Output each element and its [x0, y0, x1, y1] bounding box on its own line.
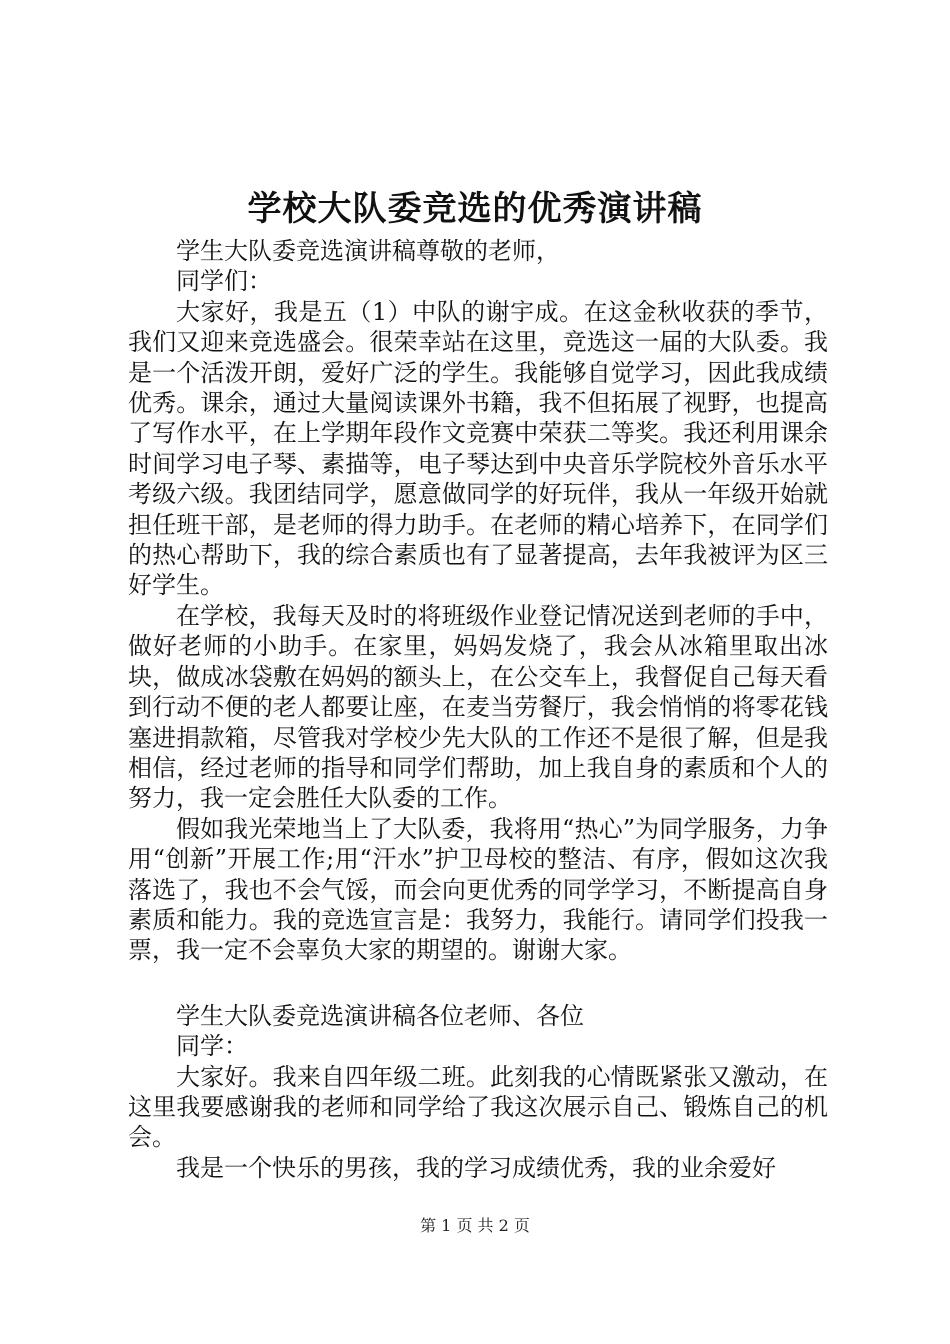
speech1-salutation: 同学们：	[176, 267, 272, 296]
speech1-paragraph-2: 在学校，我每天及时的将班级作业登记情况送到老师的手中，做好老师的小助手。在家里，妈妈发烧了，我会从冰箱里取出冰块，做成冰袋敷在妈妈的额头上，在公交车上，我督促自己每天看到行动不便的老人都要让座，在麦当劳餐厅，我会悄悄的将零花钱塞进捐款箱，尽管我对学校少先大队的工作还不是很了解，但是我相信，经过老师的指导和同学们帮助，加上我自身的素质和个人的努力，我一定会胜任大队委的工作。	[128, 601, 828, 813]
document-body	[128, 236, 828, 1183]
speech2-paragraph-2: 我是一个快乐的男孩，我的学习成绩优秀，我的业余爱好	[176, 1153, 776, 1182]
document-title: 学校大队委竞选的优秀演讲稿	[247, 189, 703, 229]
speech2-salutation: 同学：	[176, 1032, 248, 1061]
speech1-intro: 学生大队委竞选演讲稿尊敬的老师，	[176, 237, 560, 265]
speech2-paragraph-1: 大家好。我来自四年级二班。此刻我的心情既紧张又激动，在这里我要感谢我的老师和同学给了我这次展示自己、锻炼自己的机会。	[128, 1062, 828, 1152]
speech1-paragraph-1: 大家好，我是五（1）中队的谢宇成。在这金秋收获的季节，我们又迎来竞选盛会。很荣幸站在这里，竞选这一届的大队委。我是一个活泼开朗，爱好广泛的学生。我能够自觉学习，因此我成绩优秀。课余，通过大量阅读课外书籍，我不但拓展了视野，也提高了写作水平，在上学期年段作文竞赛中荣获二等奖。我还利用课余时间学习电子琴、素描等，电子琴达到中央音乐学院校外音乐水平考级六级。我团结同学，愿意做同学的好玩伴，我从一年级开始就担任班干部，是老师的得力助手。在老师的精心培养下，在同学们的热心帮助下，我的综合素质也有了显著提高，去年我被评为区三好学生。	[128, 297, 828, 600]
speech1-paragraph-3: 假如我光荣地当上了大队委，我将用“热心”为同学服务，力争用“创新”开展工作;用“汗水”护卫母校的整洁、有序，假如这次我落选了，我也不会气馁，而会向更优秀的同学学习，不断提高自身素质和能力。我的竞选宣言是：我努力，我能行。请同学们投我一票，我一定不会辜负大家的期望的。谢谢大家。	[128, 814, 828, 965]
page-footer: 第 1 页 共 2 页	[420, 1216, 530, 1235]
section-spacer	[128, 966, 828, 1001]
speech2-intro: 学生大队委竞选演讲稿各位老师、各位	[176, 1001, 584, 1030]
